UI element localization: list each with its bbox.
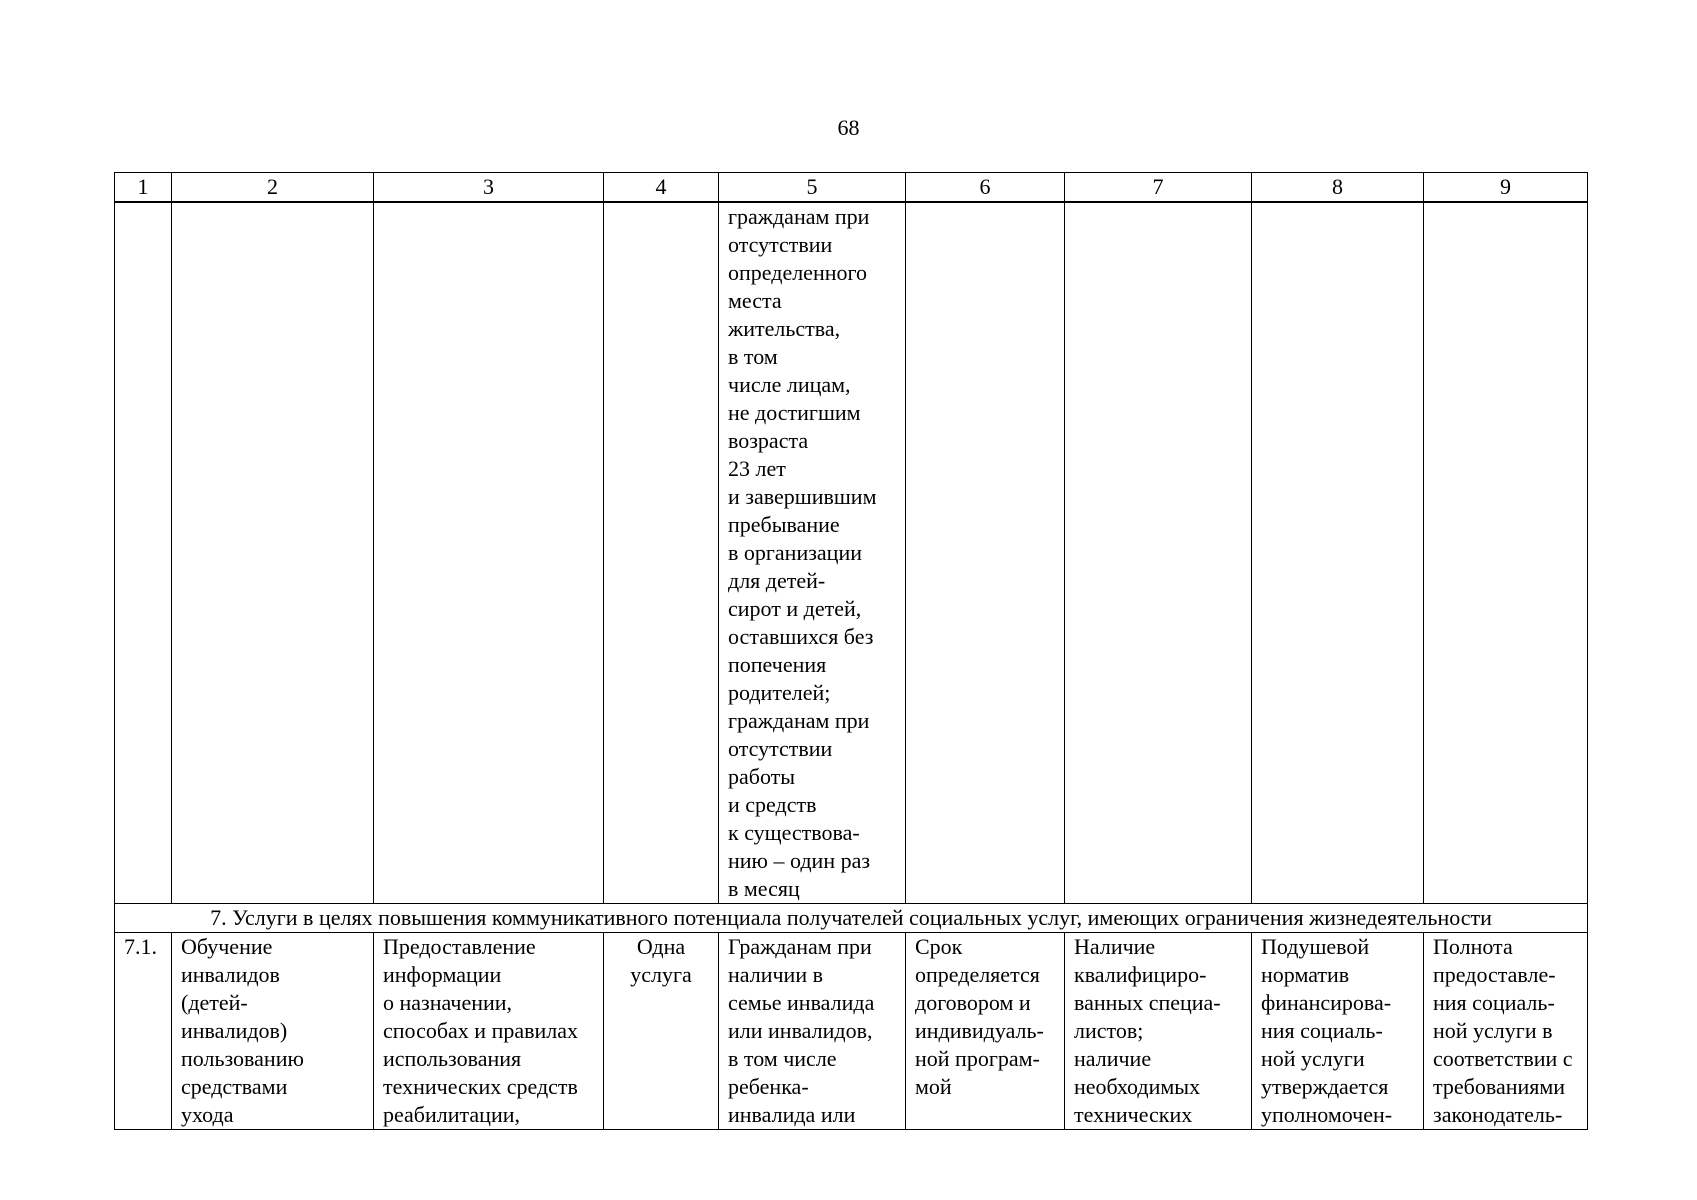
quality-indicators: Полнота предоставле- ния социаль- ной услуги в соответствии с требованиями законодатель-: [1433, 934, 1573, 1127]
section-title: 7. Услуги в целях повышения коммуникативного потенциала получателей социальных услуг, имеющих ограничения жизнедеятельности: [115, 904, 1588, 933]
header-cell: 6: [906, 173, 1065, 203]
header-cell: 3: [374, 173, 604, 203]
table-cell: [1252, 202, 1424, 904]
header-cell: 9: [1424, 173, 1588, 203]
table-cell: [172, 202, 374, 904]
term-cell: [906, 933, 1065, 1130]
service-description: Предоставление информации о назначении, способах и правилах использования технических средств реабилитации,: [383, 934, 579, 1127]
header-cell: 1: [115, 173, 172, 203]
row-number: 7.1.: [124, 934, 157, 959]
table-cell: [906, 202, 1065, 904]
row-number-cell: [115, 933, 172, 1130]
header-cell: 4: [604, 173, 719, 203]
service-unit: Одна услуга: [630, 934, 692, 987]
section-row: [115, 904, 1588, 933]
table-cell: [1424, 202, 1588, 904]
table-cell: [604, 202, 719, 904]
table-cell: [374, 202, 604, 904]
continuation-row: [115, 202, 1588, 904]
header-cell: 8: [1252, 173, 1424, 203]
service-unit-cell: [604, 933, 719, 1130]
table-cell: [115, 202, 172, 904]
header-cell: 7: [1065, 173, 1252, 203]
recipients-cell: [719, 933, 906, 1130]
quality-cell: [1424, 933, 1588, 1130]
conditions: Наличие квалифициро- ванных специа- листов; наличие необходимых технических: [1074, 934, 1221, 1127]
table-cell: [1065, 202, 1252, 904]
recipients-continuation-cell: гражданам при отсутствии определенного места жительства, в том числе лицам, не достигшим возраста 23 лет и завершившим пребывание в организации для детей- сирот и детей, оставшихся без попечения родителей; гражданам при отсутствии работы и средств к существова- нию – один раз в месяц: [719, 202, 906, 904]
page-number: 68: [837, 115, 860, 140]
services-table: [114, 172, 1588, 1130]
funding: Подушевой норматив финансирова- ния социаль- ной услуги утверждается уполномочен-: [1261, 934, 1393, 1127]
recipients: Гражданам при наличии в семье инвалида или инвалидов, в том числе ребенка- инвалида или: [728, 934, 875, 1127]
funding-cell: [1252, 933, 1424, 1130]
conditions-cell: [1065, 933, 1252, 1130]
term: Срок определяется договором и индивидуаль- ной програм- мой: [915, 934, 1044, 1099]
column-number-header: [115, 173, 1588, 203]
service-name-cell: [172, 933, 374, 1130]
table-row: [115, 933, 1588, 1130]
service-name: Обучение инвалидов (детей- инвалидов) пользованию средствами ухода: [181, 934, 304, 1127]
service-description-cell: [374, 933, 604, 1130]
header-cell: 5: [719, 173, 906, 203]
header-cell: 2: [172, 173, 374, 203]
